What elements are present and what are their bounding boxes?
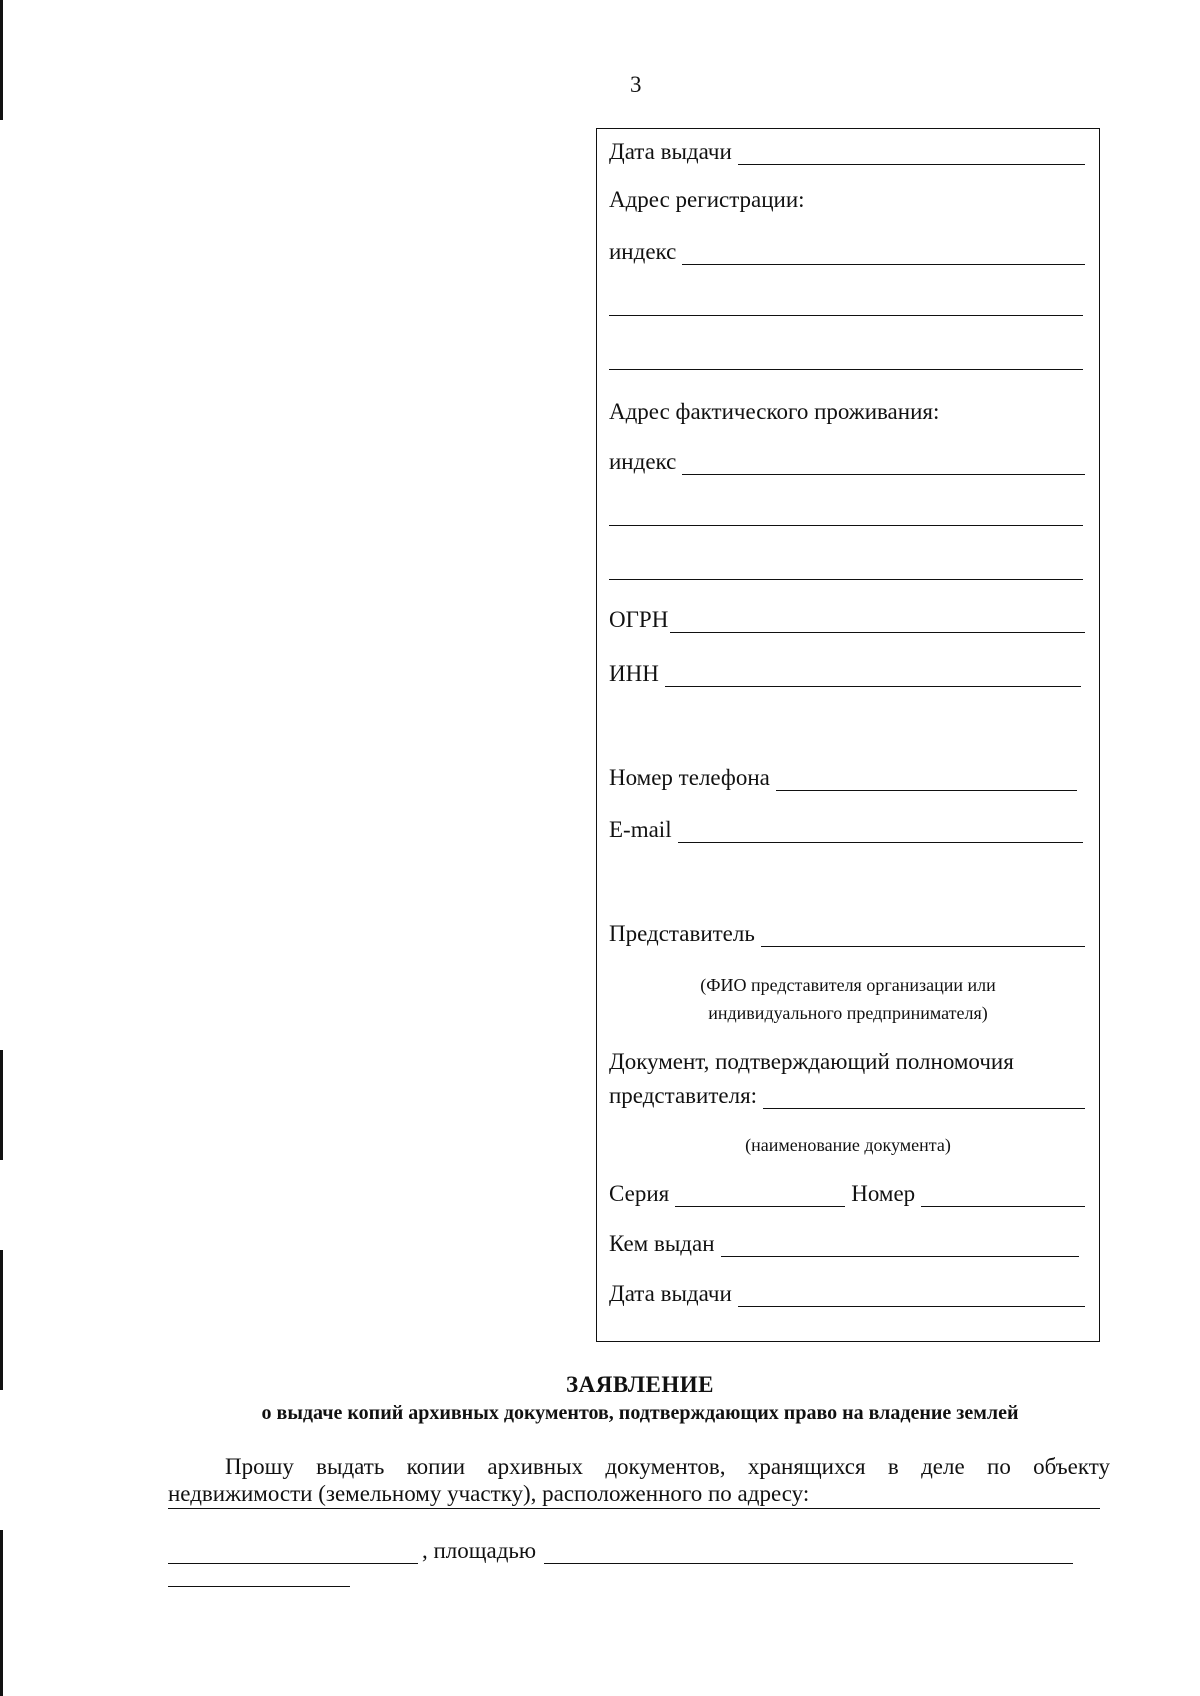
representative-caption-line: индивидуального предпринимателя) (708, 1003, 988, 1023)
phone-field[interactable] (609, 763, 1077, 791)
statement-title: ЗАЯВЛЕНИЕ (566, 1372, 714, 1397)
scan-edge-mark (0, 1050, 3, 1160)
document-issue-date-field[interactable] (609, 1279, 1085, 1307)
series-blank[interactable] (675, 1184, 845, 1207)
scan-edge-mark (0, 0, 3, 120)
phone-blank[interactable] (776, 768, 1077, 791)
issued-by-label: Кем выдан (609, 1231, 715, 1256)
registration-address-line[interactable] (609, 369, 1083, 370)
representative-caption-line: (ФИО представителя организации или (700, 975, 996, 995)
ogrn-field[interactable] (609, 605, 1085, 633)
registration-index-field[interactable] (609, 237, 1085, 265)
series-number-field[interactable] (609, 1179, 1085, 1207)
page-number: 3 (630, 72, 642, 97)
registration-address-heading: Адрес регистрации: (609, 187, 805, 212)
authority-document-heading: Документ, подтверждающий полномочия (609, 1049, 1014, 1074)
phone-label: Номер телефона (609, 765, 770, 790)
area-field[interactable] (168, 1536, 1073, 1564)
email-label: E-mail (609, 817, 672, 842)
document-name-caption: (наименование документа) (745, 1135, 951, 1155)
inn-blank[interactable] (665, 664, 1081, 687)
inn-label: ИНН (609, 661, 659, 686)
issue-date-label: Дата выдачи (609, 139, 732, 164)
applicant-details-box (596, 128, 1100, 1342)
actual-index-blank[interactable] (682, 452, 1085, 475)
number-blank[interactable] (921, 1184, 1085, 1207)
actual-index-field[interactable] (609, 447, 1085, 475)
property-address-line-continued[interactable] (168, 1541, 418, 1564)
representative-blank[interactable] (761, 924, 1085, 947)
inn-field[interactable] (609, 659, 1081, 687)
representative-label: Представитель (609, 921, 755, 946)
actual-address-line[interactable] (609, 525, 1083, 526)
series-label: Серия (609, 1181, 670, 1206)
request-paragraph (168, 1453, 1110, 1507)
actual-index-label: индекс (609, 449, 677, 474)
document-issue-date-label: Дата выдачи (609, 1281, 732, 1306)
email-blank[interactable] (678, 820, 1083, 843)
scan-edge-mark (0, 1250, 3, 1390)
authority-document-blank[interactable] (763, 1086, 1085, 1109)
representative-caption (597, 971, 1099, 1027)
issued-by-blank[interactable] (721, 1234, 1079, 1257)
issued-by-field[interactable] (609, 1229, 1079, 1257)
request-paragraph-line: недвижимости (земельному участку), расположенного по адресу: (168, 1481, 810, 1506)
authority-document-label: представителя: (609, 1083, 758, 1108)
number-label: Номер (851, 1181, 916, 1206)
ogrn-blank[interactable] (670, 610, 1085, 633)
area-continuation-line[interactable] (168, 1586, 350, 1587)
representative-field[interactable] (609, 919, 1085, 947)
issue-date-field[interactable] (609, 137, 1085, 165)
registration-index-label: индекс (609, 239, 677, 264)
request-paragraph-line: Прошу выдать копии архивных документов, хранящихся в деле по объекту (225, 1454, 1110, 1479)
issue-date-blank[interactable] (738, 142, 1085, 165)
authority-document-field[interactable] (609, 1081, 1085, 1109)
scan-edge-mark (0, 1530, 3, 1696)
actual-address-heading: Адрес фактического проживания: (609, 399, 940, 424)
email-field[interactable] (609, 815, 1083, 843)
area-label: , площадью (422, 1538, 537, 1563)
registration-address-line[interactable] (609, 315, 1083, 316)
ogrn-label: ОГРН (609, 607, 669, 632)
property-address-line[interactable] (168, 1508, 1100, 1509)
actual-address-line[interactable] (609, 579, 1083, 580)
document-issue-date-blank[interactable] (738, 1284, 1085, 1307)
statement-subtitle: о выдаче копий архивных документов, подтверждающих право на владение землей (261, 1402, 1019, 1424)
registration-index-blank[interactable] (682, 242, 1085, 265)
area-blank[interactable] (544, 1541, 1073, 1564)
